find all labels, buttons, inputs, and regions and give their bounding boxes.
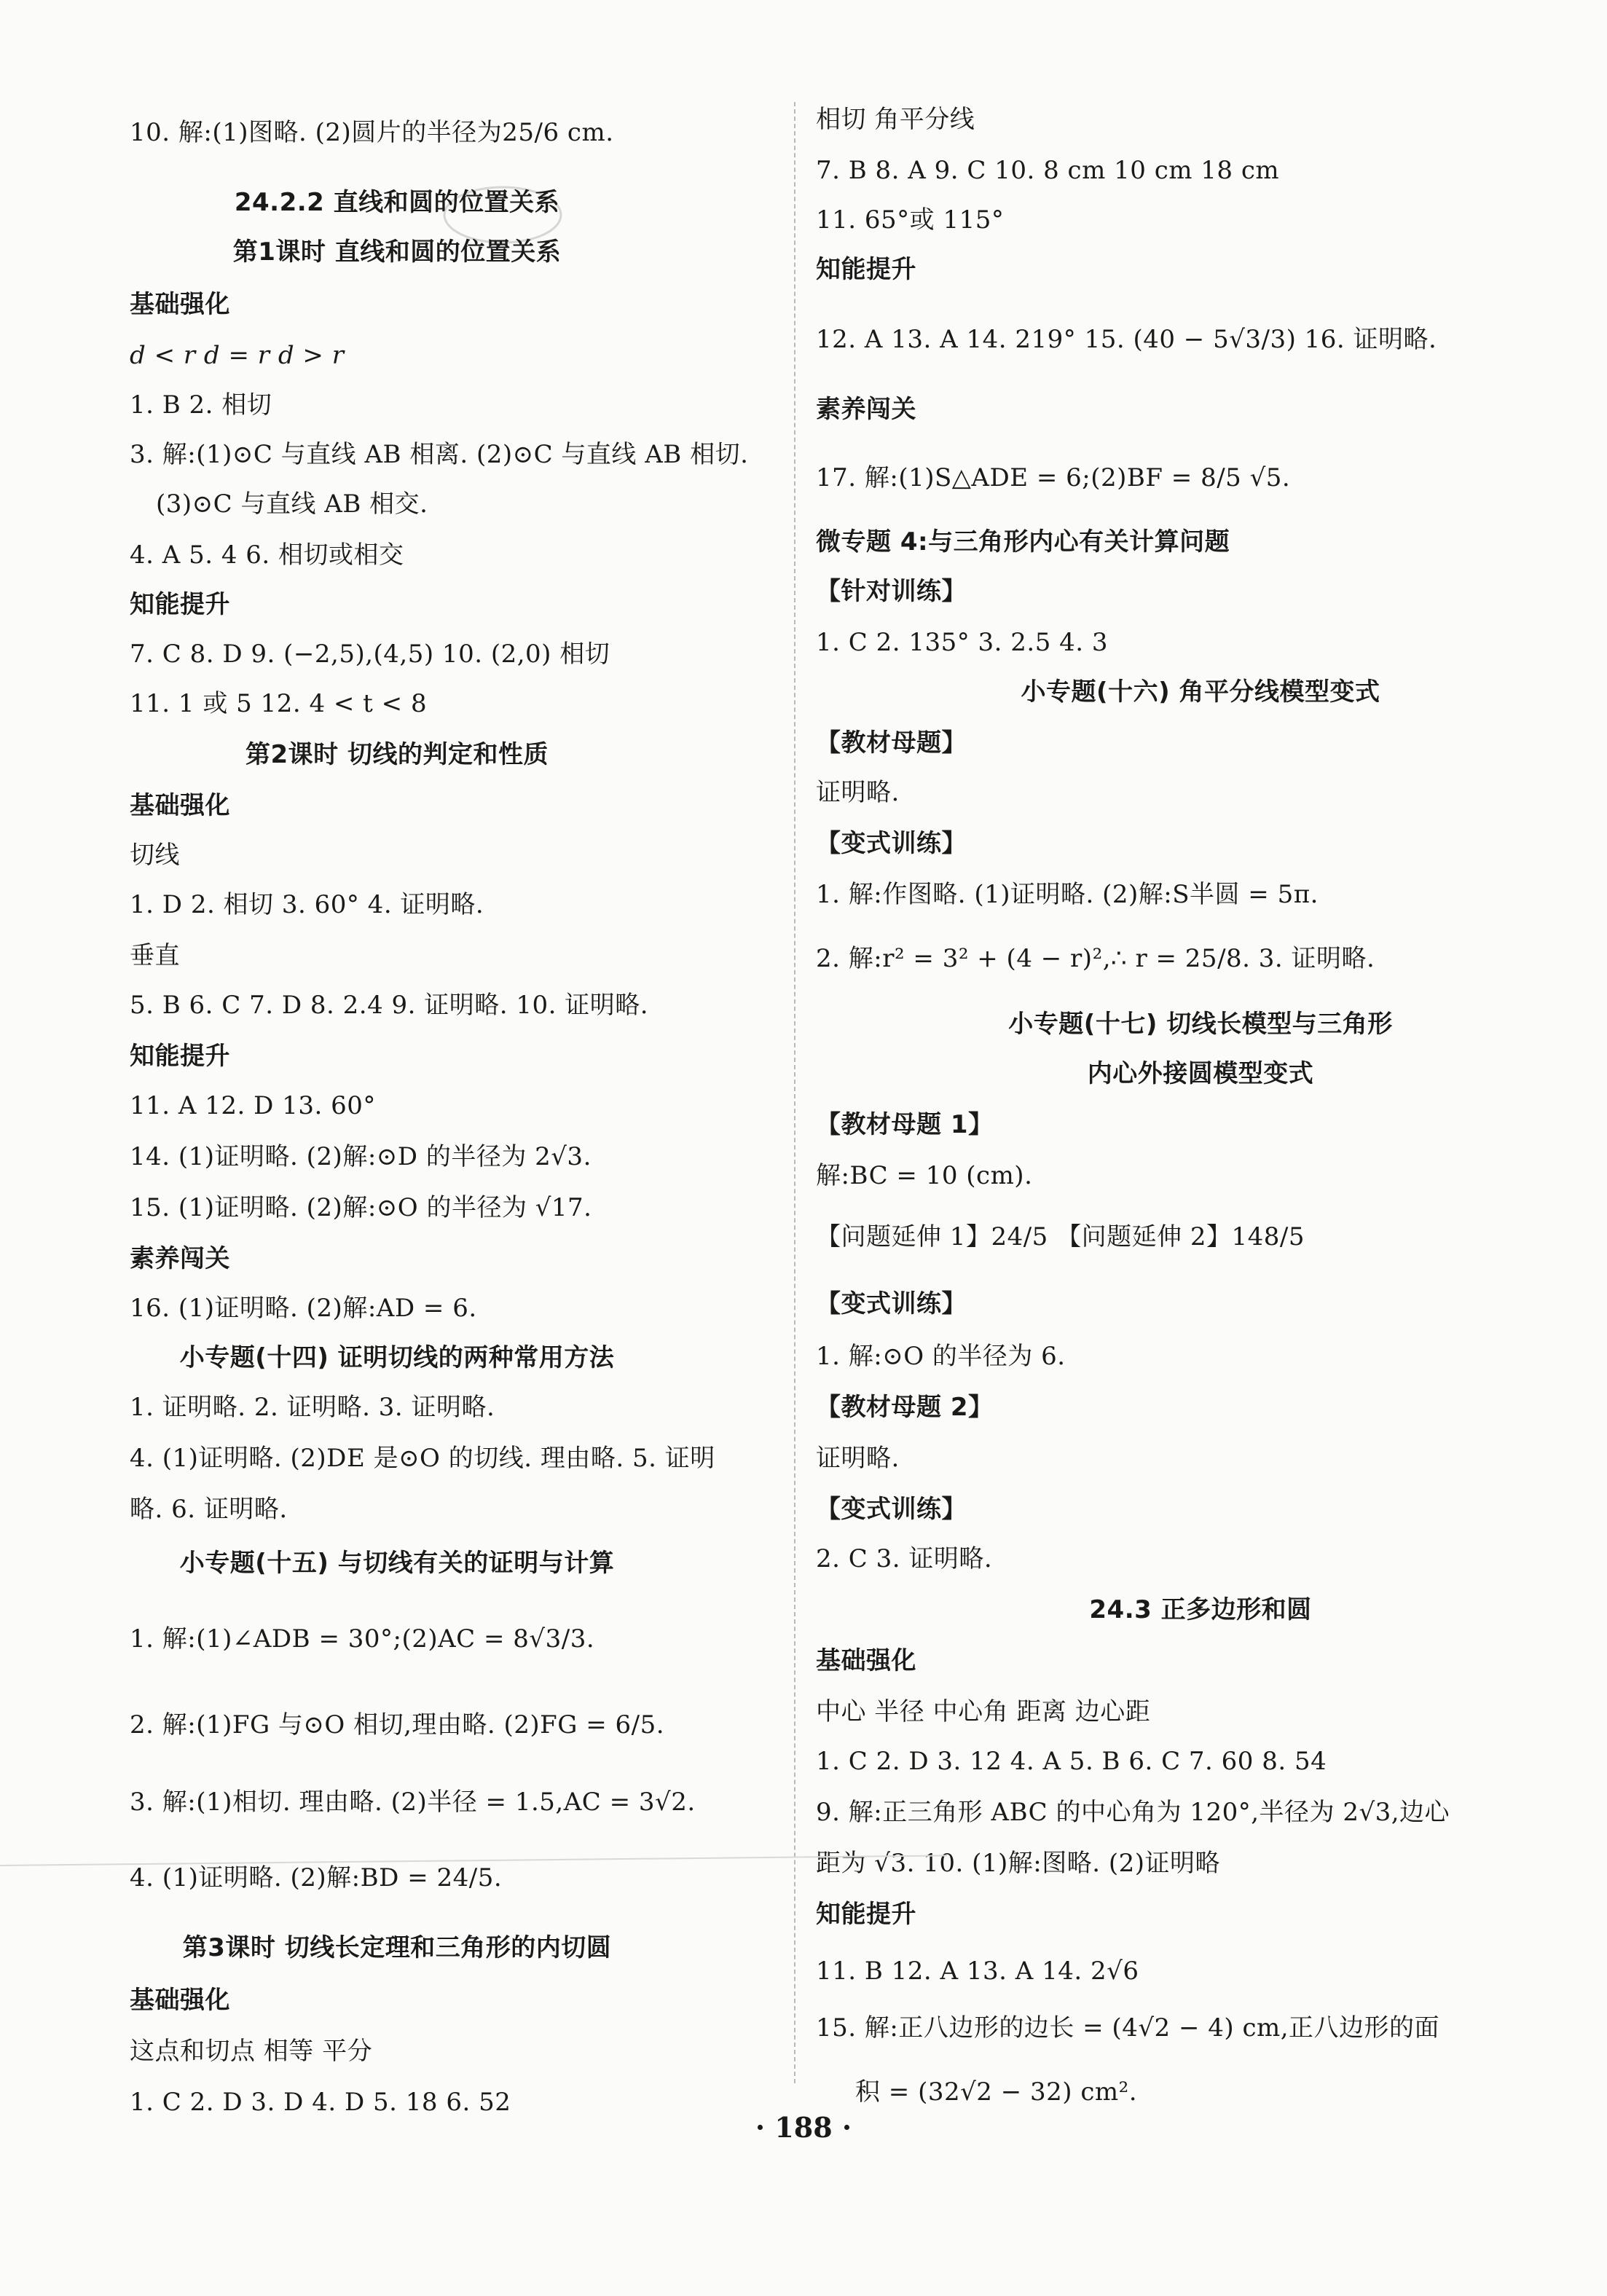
answer-line: 16. (1)证明略. (2)解:AD = 6.: [130, 1294, 477, 1323]
answer-line: 垂直: [130, 941, 180, 970]
answer-line: d < r d = r d > r: [130, 341, 345, 370]
subheading: 基础强化: [130, 290, 230, 319]
answer-line: 1. C 2. D 3. D 4. D 5. 18 6. 52: [130, 2088, 511, 2117]
answer-line: 1. 解:作图略. (1)证明略. (2)解:S半圆 = 5π.: [816, 880, 1319, 909]
answer-line: 1. 解:⊙O 的半径为 6.: [816, 1342, 1066, 1371]
section-title: 第1课时 直线和圆的位置关系: [232, 237, 562, 267]
answer-line: 15. 解:正八边形的边长 = (4√2 − 4) cm,正八边形的面: [816, 2013, 1440, 2043]
subheading: 【教材母题 1】: [816, 1110, 994, 1139]
answer-line: 7. C 8. D 9. (−2,5),(4,5) 10. (2,0) 相切: [130, 640, 610, 669]
subheading: 【针对训练】: [816, 577, 967, 606]
subheading: 【变式训练】: [816, 1289, 967, 1318]
answer-line: 5. B 6. C 7. D 8. 2.4 9. 证明略. 10. 证明略.: [130, 991, 649, 1020]
subheading: 微专题 4:与三角形内心有关计算问题: [816, 527, 1230, 557]
answer-line: 3. 解:(1)⊙C 与直线 AB 相离. (2)⊙C 与直线 AB 相切.: [130, 440, 749, 469]
watermark-stamp: [437, 182, 568, 248]
answer-line: 1. B 2. 相切: [130, 390, 272, 420]
answer-line: 1. D 2. 相切 3. 60° 4. 证明略.: [130, 890, 484, 919]
answer-line: 11. 1 或 5 12. 4 < t < 8: [130, 689, 428, 718]
answer-line: 2. C 3. 证明略.: [816, 1544, 993, 1573]
subheading: 【教材母题】: [816, 728, 967, 758]
answer-line: 3. 解:(1)相切. 理由略. (2)半径 = 1.5,AC = 3√2.: [130, 1788, 696, 1817]
section-title: 小专题(十七) 切线长模型与三角形: [1008, 1010, 1393, 1039]
answer-line: 距为 √3. 10. (1)解:图略. (2)证明略: [816, 1849, 1220, 1878]
answer-line: 切线: [130, 841, 180, 870]
answer-line: 1. 证明略. 2. 证明略. 3. 证明略.: [130, 1393, 495, 1422]
section-title: 小专题(十五) 与切线有关的证明与计算: [179, 1549, 615, 1578]
section-title: 小专题(十四) 证明切线的两种常用方法: [179, 1343, 615, 1372]
answer-line: 1. C 2. 135° 3. 2.5 4. 3: [816, 628, 1109, 657]
subheading: 知能提升: [816, 1900, 916, 1929]
subheading: 知能提升: [816, 255, 916, 284]
answer-line: 【问题延伸 1】24/5 【问题延伸 2】148/5: [816, 1222, 1305, 1251]
answer-line: 2. 解:r² = 3² + (4 − r)²,∴ r = 25/8. 3. 证明略.: [816, 944, 1375, 973]
answer-line: 11. A 12. D 13. 60°: [130, 1091, 376, 1120]
answer-line: 17. 解:(1)S△ADE = 6;(2)BF = 8/5 √5.: [816, 463, 1291, 492]
subheading: 基础强化: [816, 1646, 916, 1675]
answer-line: 相切 角平分线: [816, 105, 975, 134]
answer-line: 中心 半径 中心角 距离 边心距: [816, 1697, 1151, 1726]
subheading: 知能提升: [130, 1042, 230, 1071]
answer-line: 14. (1)证明略. (2)解:⊙D 的半径为 2√3.: [130, 1142, 592, 1171]
subheading: 【变式训练】: [816, 829, 967, 858]
answer-line: 10. 解:(1)图略. (2)圆片的半径为25/6 cm.: [130, 118, 614, 147]
answer-line: 积 = (32√2 − 32) cm².: [855, 2077, 1138, 2107]
answer-line: 这点和切点 相等 平分: [130, 2037, 373, 2066]
section-title: 第2课时 切线的判定和性质: [245, 740, 549, 769]
answer-line: 11. B 12. A 13. A 14. 2√6: [816, 1957, 1139, 1986]
section-title: 24.3 正多边形和圆: [1089, 1595, 1312, 1624]
subheading: 知能提升: [130, 590, 230, 619]
section-title: 24.2.2 直线和圆的位置关系: [234, 188, 560, 217]
subheading: 基础强化: [130, 1986, 230, 2015]
answer-line: 2. 解:(1)FG 与⊙O 相切,理由略. (2)FG = 6/5.: [130, 1710, 665, 1739]
answer-line: 9. 解:正三角形 ABC 的中心角为 120°,半径为 2√3,边心: [816, 1798, 1450, 1827]
answer-line: 4. A 5. 4 6. 相切或相交: [130, 540, 404, 570]
column-divider: [794, 102, 795, 2083]
section-title: 小专题(十六) 角平分线模型变式: [1021, 677, 1380, 707]
answer-line: 4. (1)证明略. (2)DE 是⊙O 的切线. 理由略. 5. 证明: [130, 1444, 715, 1473]
answer-line: 7. B 8. A 9. C 10. 8 cm 10 cm 18 cm: [816, 156, 1280, 185]
subheading: 素养闯关: [130, 1244, 230, 1273]
answer-line: 4. (1)证明略. (2)解:BD = 24/5.: [130, 1863, 503, 1892]
answer-line: 15. (1)证明略. (2)解:⊙O 的半径为 √17.: [130, 1193, 592, 1222]
subheading: 【变式训练】: [816, 1495, 967, 1524]
answer-line: 解:BC = 10 (cm).: [816, 1161, 1033, 1190]
subheading: 【教材母题 2】: [816, 1393, 994, 1422]
answer-line: 1. 解:(1)∠ADB = 30°;(2)AC = 8√3/3.: [130, 1624, 595, 1654]
answer-line: 12. A 13. A 14. 219° 15. (40 − 5√3/3) 16. 证明略.: [816, 325, 1437, 354]
answer-line: 证明略.: [816, 1444, 900, 1473]
answer-line: (3)⊙C 与直线 AB 相交.: [156, 490, 428, 519]
section-title: 内心外接圆模型变式: [1087, 1059, 1314, 1088]
subheading: 素养闯关: [816, 395, 916, 424]
answer-line: 11. 65°或 115°: [816, 205, 1005, 235]
page-number: · 188 ·: [755, 2111, 852, 2144]
answer-line: 证明略.: [816, 778, 900, 807]
answer-line: 1. C 2. D 3. 12 4. A 5. B 6. C 7. 60 8. 54: [816, 1747, 1327, 1776]
answer-line: 略. 6. 证明略.: [130, 1495, 288, 1524]
subheading: 基础强化: [130, 791, 230, 820]
section-title: 第3课时 切线长定理和三角形的内切圆: [182, 1933, 612, 1962]
